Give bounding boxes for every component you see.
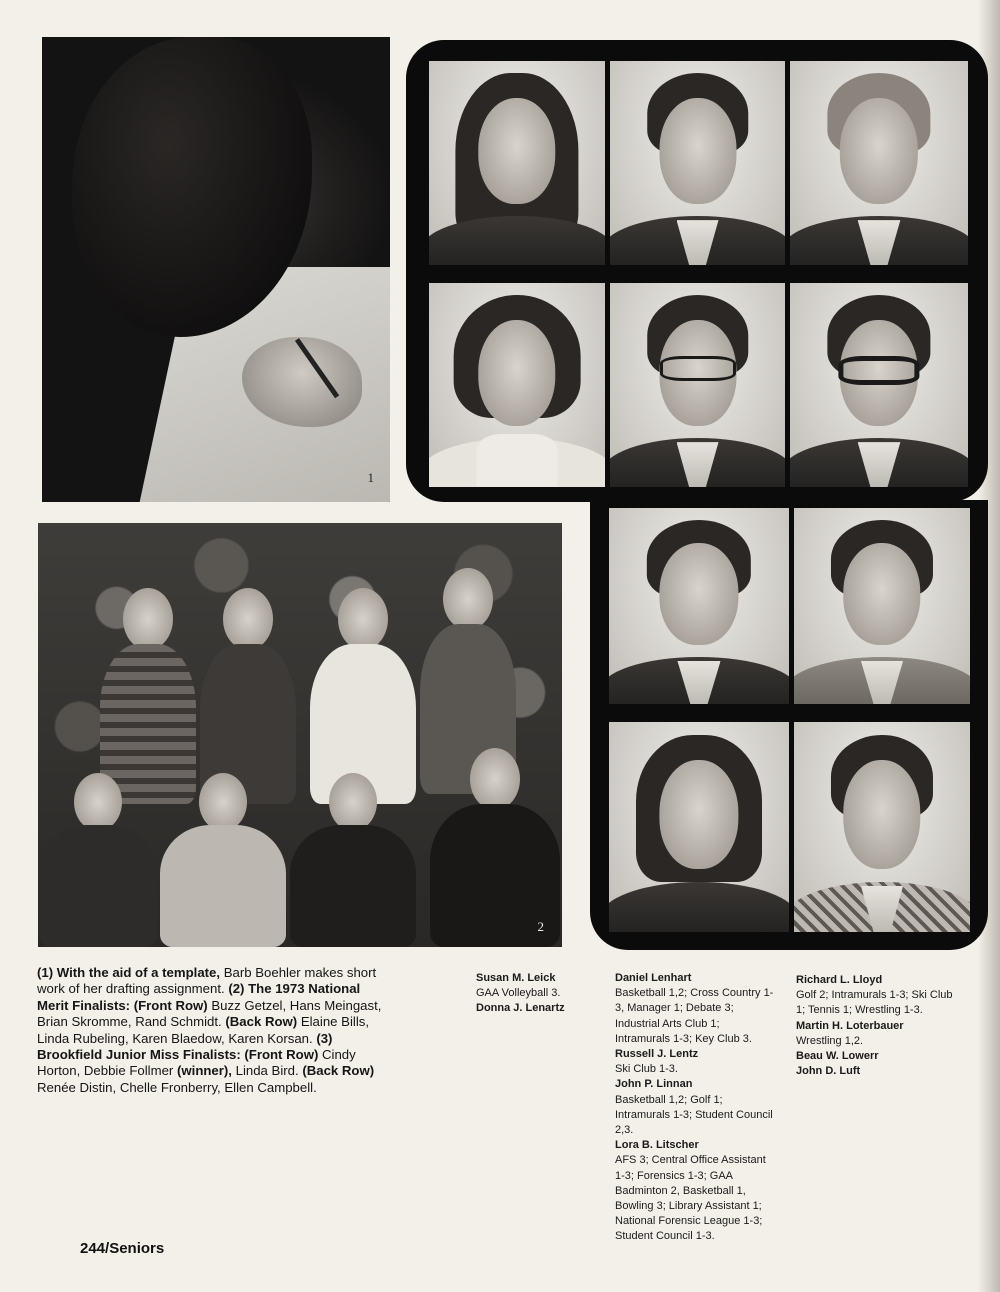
senior-name: Daniel Lenhart (615, 972, 692, 984)
senior-portrait (610, 283, 785, 487)
caption-part: Buzz Getzel, Hans Meingast, Brian Skromme, Rand Schmidt. (37, 997, 382, 1030)
photo-number-1: 1 (367, 470, 374, 485)
caption-part: (2) The 1973 National Merit Finalists: (Front Row) (37, 981, 361, 1013)
senior-activities: Basketball 1,2; Golf 1; Intramurals 1-3; Student Council 2,3. (615, 1093, 773, 1137)
photo-drafting-student (42, 37, 390, 502)
senior-portrait (794, 722, 970, 932)
senior-name: Russell J. Lentz (615, 1048, 699, 1061)
group-member (158, 763, 288, 947)
senior-name: John D. Luft (796, 1065, 861, 1078)
senior-portrait (790, 283, 968, 487)
senior-portrait (610, 61, 785, 265)
senior-activities: Ski Club 1-3. (615, 1063, 678, 1076)
senior-name: Martin H. Loterbauer (796, 1019, 904, 1032)
senior-name: Donna J. Lenartz (476, 1002, 565, 1015)
senior-portrait (609, 508, 789, 704)
senior-name: Richard L. Lloyd (796, 974, 883, 986)
caption-part: Cindy Horton, Debbie Follmer (37, 1047, 356, 1079)
caption-part: Linda Bird. (231, 1063, 303, 1079)
senior-activities: AFS 3; Central Office Assistant 1-3; Forensics 1-3; GAA Badminton 2, Basketball 1, Bowling 3; Library Assistant 1; National Forensic League 1-3; Student Council 1-3. (615, 1154, 766, 1243)
group-member (38, 763, 158, 947)
photo-number-2: 2 (537, 919, 544, 934)
senior-portrait (429, 283, 605, 487)
caption-part: (Back Row) (225, 1014, 298, 1030)
senior-portrait (794, 508, 970, 704)
senior-name: Lora B. Litscher (615, 1139, 699, 1152)
caption-part: (3) Brookfield Junior Miss Finalists: (Front Row) (37, 1030, 333, 1063)
senior-portrait (790, 61, 968, 265)
senior-activities: Basketball 1,2; Cross Country 1-3, Manager 1; Debate 3; Industrial Arts Club 1; Intramurals 1-3; Key Club 3. (615, 987, 774, 1045)
caption-part: (winner), (177, 1063, 232, 1079)
photo-caption (37, 965, 382, 1096)
senior-activities: GAA Volleyball 3. (476, 987, 561, 1000)
senior-list-column-3 (796, 973, 956, 1079)
senior-list-column-2 (615, 971, 775, 1245)
senior-activities: Golf 2; Intramurals 1-3; Ski Club 1; Tennis 1; Wrestling 1-3. (796, 989, 953, 1017)
senior-name: Beau W. Lowerr (796, 1050, 879, 1063)
senior-list-column-1 (476, 971, 596, 1017)
senior-portrait (429, 61, 605, 265)
senior-name: John P. Linnan (615, 1078, 693, 1091)
group-member (288, 763, 418, 947)
caption-part: (Back Row) (302, 1063, 375, 1079)
caption-part: (1) With the aid of a template, (37, 965, 221, 980)
caption-part: Barb Boehler makes short work of her drafting assignment. (37, 965, 377, 997)
group-member (428, 738, 562, 947)
photo-national-merit-finalists (38, 523, 562, 947)
caption-part: Renée Distin, Chelle Fronberry, Ellen Campbell. (37, 1079, 317, 1095)
senior-activities: Wrestling 1,2. (796, 1034, 864, 1047)
senior-portrait (609, 722, 789, 932)
page-folio: 244/Seniors (80, 1240, 165, 1257)
senior-name: Susan M. Leick (476, 972, 556, 984)
caption-part: Elaine Bills, Linda Rubeling, Karen Blaedow, Karen Korsan. (37, 1014, 370, 1046)
